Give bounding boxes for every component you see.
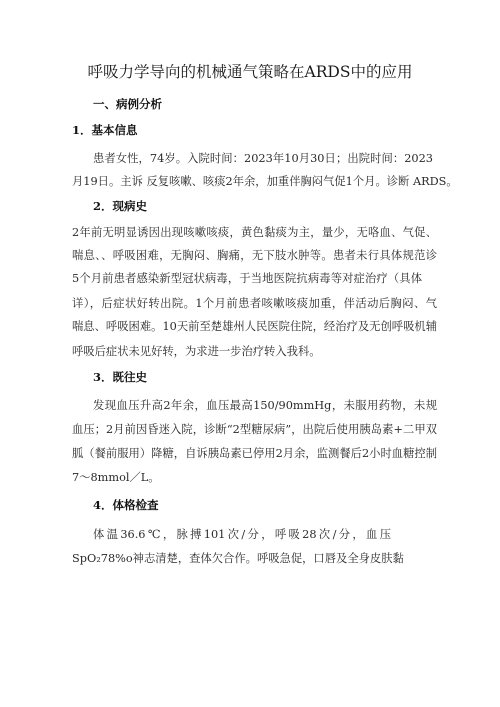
- paragraph-line: 7～8mmol／L。: [72, 471, 160, 484]
- paragraph-line: 血压；2月前因昏迷入院，诊断“2型糖尿病”，出院后使用胰岛素+二甲双: [72, 423, 437, 436]
- paragraph-line: SpO₂78%o神志清楚，查体欠合作。呼吸急促，口唇及全身皮肤黏: [72, 552, 404, 565]
- paragraph-line: 5个月前患者感染新型冠状病毒，于当地医院抗病毒等对症治疗（具体: [72, 272, 422, 285]
- paragraph-line: 详），后症状好转出院。1个月前患者咳嗽咳痰加重，伴活动后胸闷、气: [72, 297, 437, 310]
- section-heading-case-analysis: 一、病例分析: [93, 97, 162, 111]
- paragraph-line: 发现血压升高2年余，血压最高150/90mmHg，未服用药物，未规: [93, 399, 437, 412]
- subheading-physical-exam: 4．体格检查: [93, 498, 159, 512]
- paragraph-line: 月19日。主诉 反复咳嗽、咳痰2年余，加重伴胸闷气促1个月。诊断 ARDS。: [72, 175, 458, 188]
- subheading-present-illness: 2．现病史: [93, 199, 148, 213]
- document-title: 呼吸力学导向的机械通气策略在ARDS中的应用: [87, 63, 413, 81]
- subheading-basic-info: 1．基本信息: [72, 123, 138, 137]
- subheading-past-history: 3．既往史: [93, 370, 148, 384]
- paragraph-line: 呼吸后症状未见好转，为求进一步治疗转入我科。: [72, 345, 321, 358]
- paragraph-line: 体温36.6℃，脉搏101次/分，呼吸28次/分，血压: [93, 528, 391, 541]
- paragraph-line: 喘息、、呼吸困难，无胸闷、胸痛，无下肢水肿等。患者未行具体规范诊: [72, 249, 437, 262]
- paragraph-line: 2年前无明显诱因出现咳嗽咳痰，黄色黏痰为主，量少，无咯血、气促、: [72, 226, 437, 239]
- paragraph-line: 胍（餐前服用）降糖，自诉胰岛素已停用2月余，监测餐后2小时血糖控制: [72, 447, 437, 460]
- paragraph-line: 喘息、呼吸困难。10天前至楚雄州人民医院住院，经治疗及无创呼吸机辅: [72, 320, 437, 333]
- paragraph-line: 患者女性，74岁。入院时间：2023年10月30日；出院时间：2023: [93, 152, 433, 165]
